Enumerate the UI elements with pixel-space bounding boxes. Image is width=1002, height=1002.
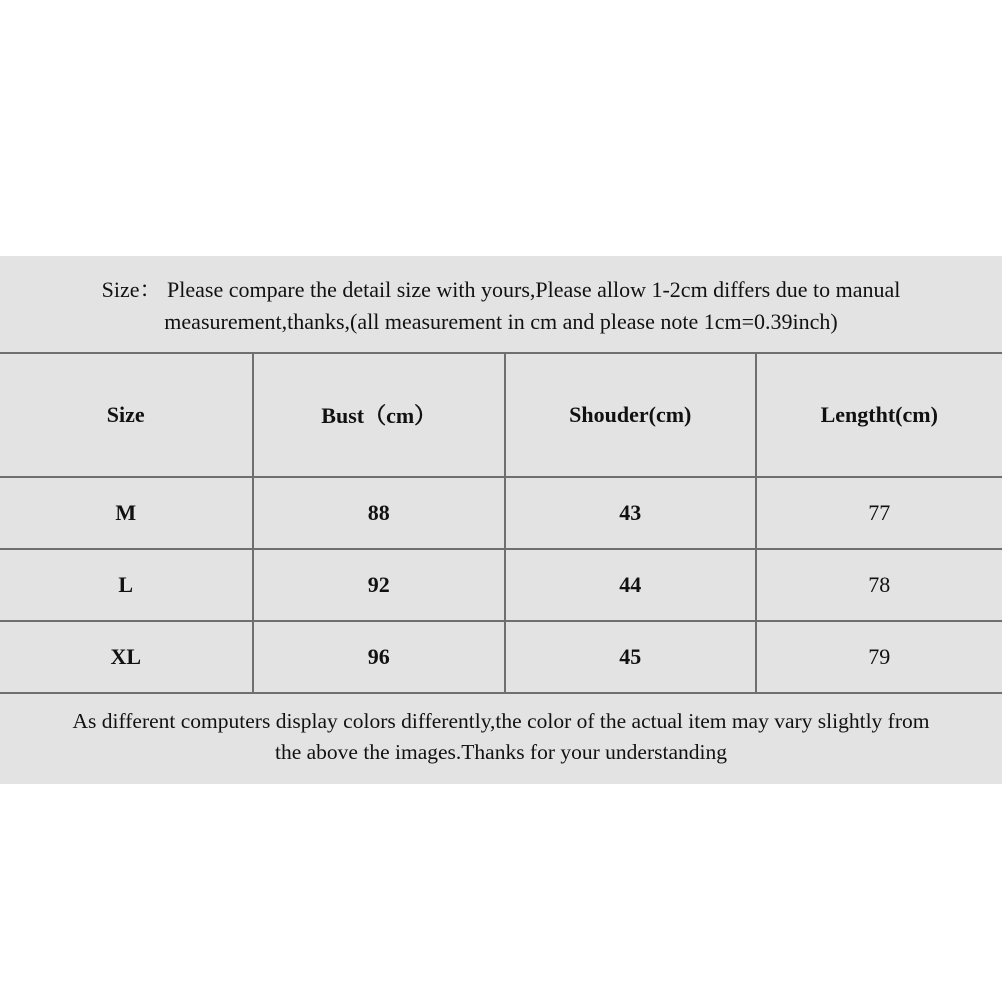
cell-size: XL xyxy=(0,621,253,693)
table-header-row xyxy=(0,354,1002,477)
cell-size: L xyxy=(0,549,253,621)
cell-length: 77 xyxy=(756,477,1002,549)
cell-length: 79 xyxy=(756,621,1002,693)
size-table xyxy=(0,354,1002,694)
cell-shoulder: 44 xyxy=(505,549,756,621)
measurement-note-line-2: measurement,thanks,(all measurement in cm and please note 1cm=0.39inch) xyxy=(164,308,838,334)
measurement-note-line-1: Size： Please compare the detail size with yours,Please allow 1-2cm differs due to manual xyxy=(101,277,901,302)
column-header-length: Lengtht(cm) xyxy=(756,354,1002,477)
column-header-shoulder: Shouder(cm) xyxy=(505,354,756,477)
cell-shoulder: 43 xyxy=(505,477,756,549)
color-disclaimer-line-1: As different computers display colors differently,the color of the actual item may vary slightly from xyxy=(72,708,930,733)
table-row xyxy=(0,549,1002,621)
table-row xyxy=(0,477,1002,549)
cell-bust: 96 xyxy=(253,621,506,693)
color-disclaimer-line-2: the above the images.Thanks for your understanding xyxy=(275,739,727,764)
size-chart-panel xyxy=(0,256,1002,784)
cell-bust: 88 xyxy=(253,477,506,549)
measurement-note xyxy=(0,256,1002,354)
column-header-bust: Bust（cm） xyxy=(253,354,506,477)
cell-size: M xyxy=(0,477,253,549)
cell-shoulder: 45 xyxy=(505,621,756,693)
table-row xyxy=(0,621,1002,693)
column-header-size: Size xyxy=(0,354,253,477)
cell-bust: 92 xyxy=(253,549,506,621)
cell-length: 78 xyxy=(756,549,1002,621)
color-disclaimer-note xyxy=(0,694,1002,784)
